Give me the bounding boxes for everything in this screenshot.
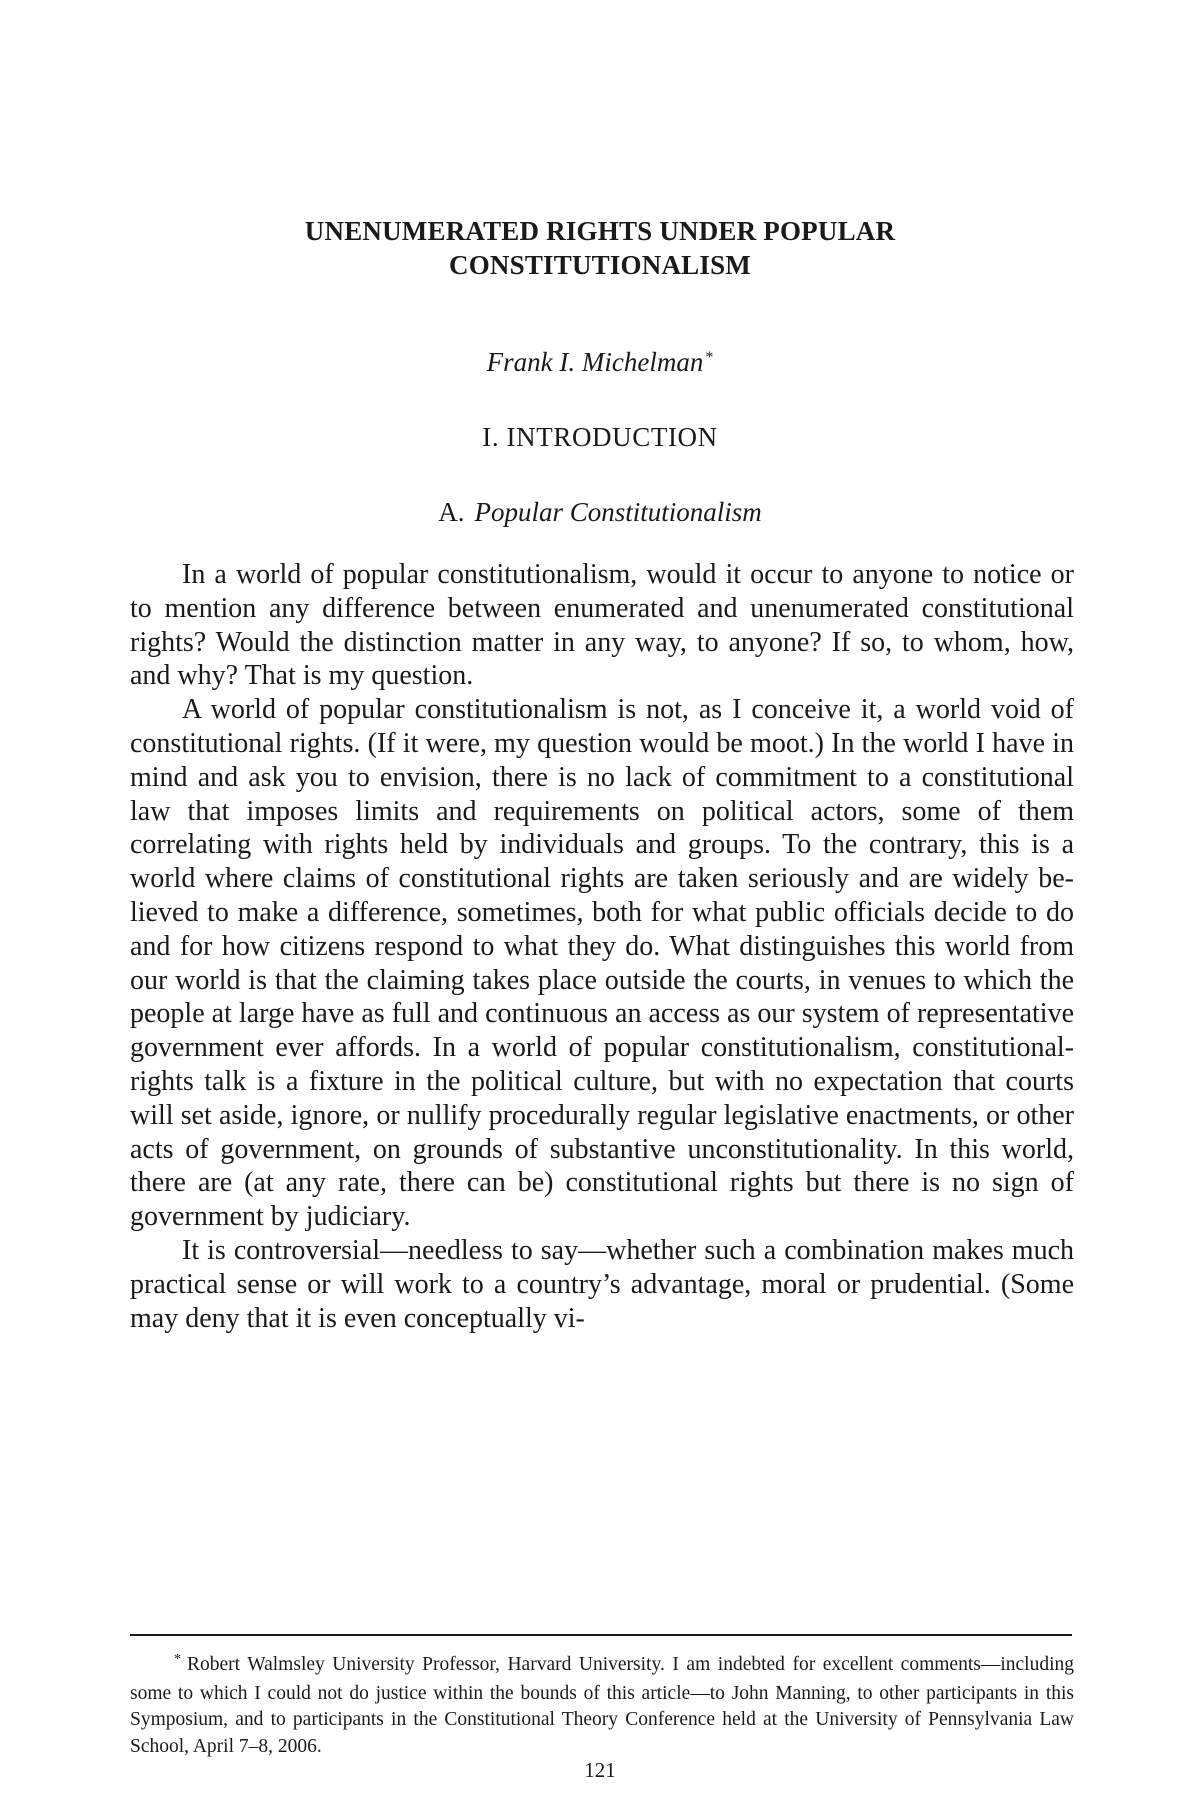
- article-title-line-1: UNENUMERATED RIGHTS UNDER POPULAR: [304, 216, 896, 246]
- article-title: [0, 214, 1200, 282]
- subsection-name: Popular Constitutionalism: [474, 497, 762, 527]
- author-footnote-mark: *: [705, 349, 714, 366]
- subsection-heading: [0, 495, 1200, 529]
- article-title-line-2: CONSTITUTIONALISM: [449, 250, 751, 280]
- body-paragraph-3: It is controversial—needless to say—whether such a combination makes much practical sense or will work to a country’s advantage, moral or prudential. (Some may deny that it is even conceptually vi-: [130, 1234, 1074, 1334]
- author-name: Frank I. Michelman: [486, 347, 704, 377]
- page-number: 121: [584, 1758, 616, 1782]
- body-text: [130, 558, 1074, 1335]
- body-paragraph-1: In a world of popular constitutionalism, would it occur to anyone to notice or to mention any difference between enumerated and unenumerated constitutional rights? Would the distinction matter in any way, to anyone? If so, to whom, how, and why? That is my question.: [130, 559, 1074, 692]
- footnote-divider: [130, 1634, 1072, 1636]
- subsection-letter: A.: [438, 497, 465, 527]
- article-author: [0, 345, 1200, 379]
- footnote: [130, 1652, 1074, 1760]
- section-heading: I. INTRODUCTION: [482, 422, 718, 452]
- footnote-text: Robert Walmsley University Professor, Harvard University. I am indebted for excellent comments—including some to which I could not do justice within the bounds of this article—to John Manning, to other participants in this Symposium, and to participants in the Constitutional Theory Conference held at the University of Pennsylvania Law School, April 7–8, 2006.: [130, 1654, 1074, 1757]
- footnote-mark: *: [174, 1652, 181, 1667]
- body-paragraph-2: A world of popular constitutionalism is not, as I conceive it, a world void of constitutional rights. (If it were, my question would be moot.) In the world I have in mind and ask you to envision, there is no lack of commitment to a constitutional law that imposes limits and requirements on political actors, some of them correlating with rights held by individuals and groups. To the contrary, this is a world where claims of constitutional rights are taken seriously and are widely believed to make a difference, sometimes, both for what public officials decide to do and for how citizens respond to what they do. What distinguishes this world from our world is that the claiming takes place outside the courts, in venues to which the people at large have as full and continuous an access as our system of representative government ever affords. In a world of popular constitutionalism, constitutional-rights talk is a fixture in the political culture, but with no expectation that courts will set aside, ignore, or nullify procedurally regular legislative enactments, or other acts of government, on grounds of substantive unconstitutionality. In this world, there are (at any rate, there can be) constitutional rights but there is no sign of government by judiciary.: [130, 694, 1074, 1233]
